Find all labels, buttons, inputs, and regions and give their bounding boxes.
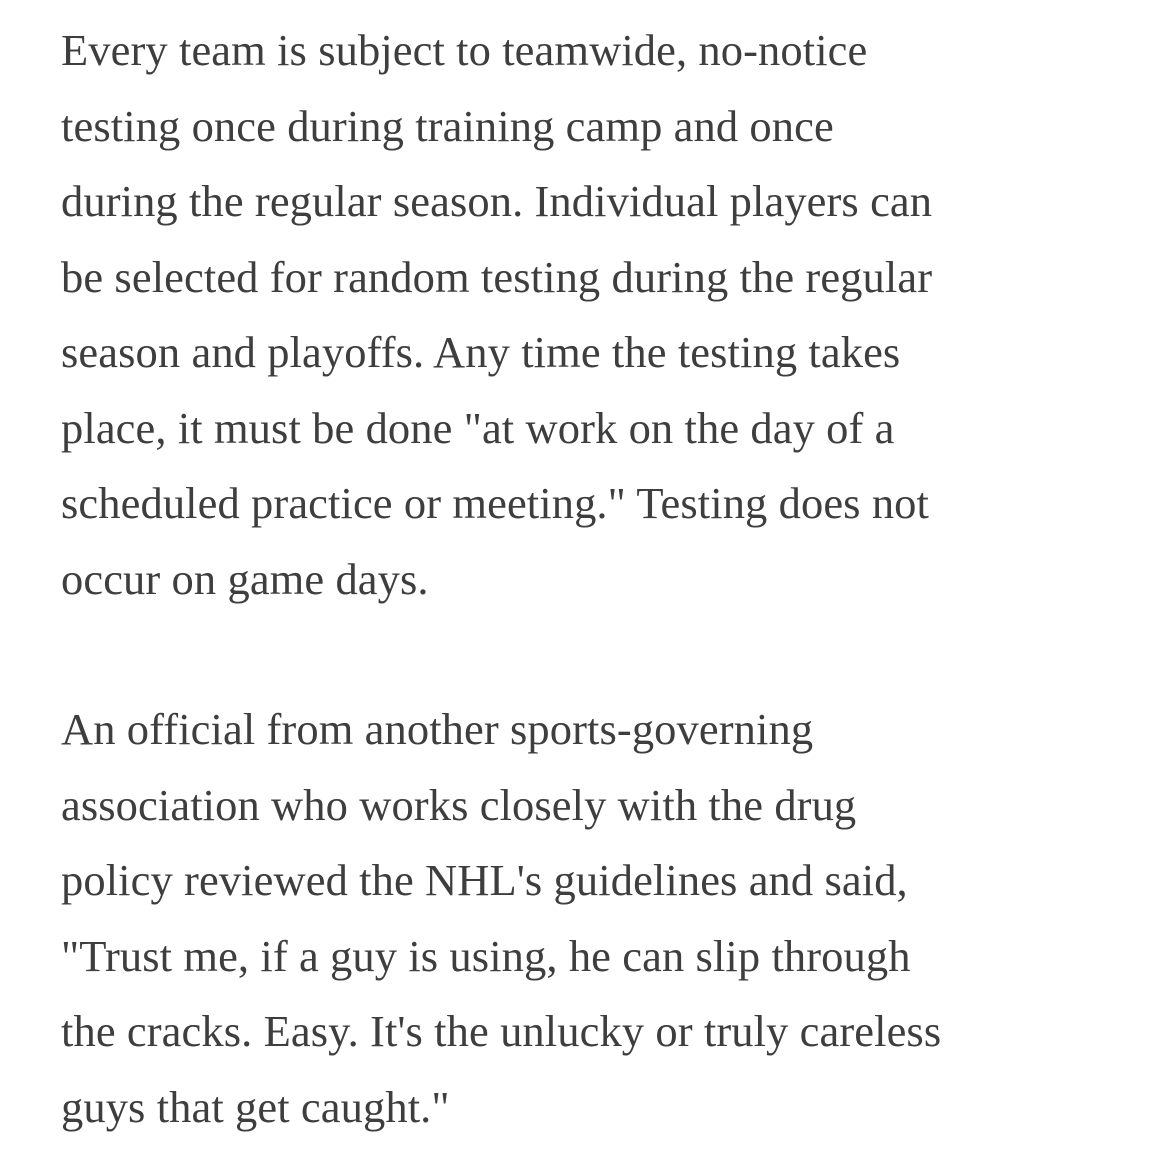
text-line: policy reviewed the NHL's guidelines and said, [61,855,908,905]
text-line: testing once during training camp and once [61,100,834,151]
text-line: guys that get caught." [61,1081,450,1132]
text-line: "Trust me, if a guy is using, he can slip through [61,930,911,981]
text-line: place, it must be done "at work on the day of a [61,402,895,453]
text-line: during the regular season. Individual players can [61,176,933,226]
text-line: be selected for random testing during the regular [61,251,933,302]
text-line: An official from another sports-governing [61,704,814,754]
text-line: Every team is subject to teamwide, no-notice [61,25,868,75]
text-line: the cracks. Easy. It's the unlucky or truly careless [61,1006,942,1056]
paragraph-testing-schedule [61,13,1121,617]
paragraph-official-quote [61,692,1121,1145]
text-line: season and playoffs. Any time the testing takes [61,327,901,377]
article-body [61,13,1121,1145]
text-line: association who works closely with the drug [61,779,857,830]
text-line: scheduled practice or meeting." Testing does not [61,478,929,528]
text-line: occur on game days. [61,553,429,604]
